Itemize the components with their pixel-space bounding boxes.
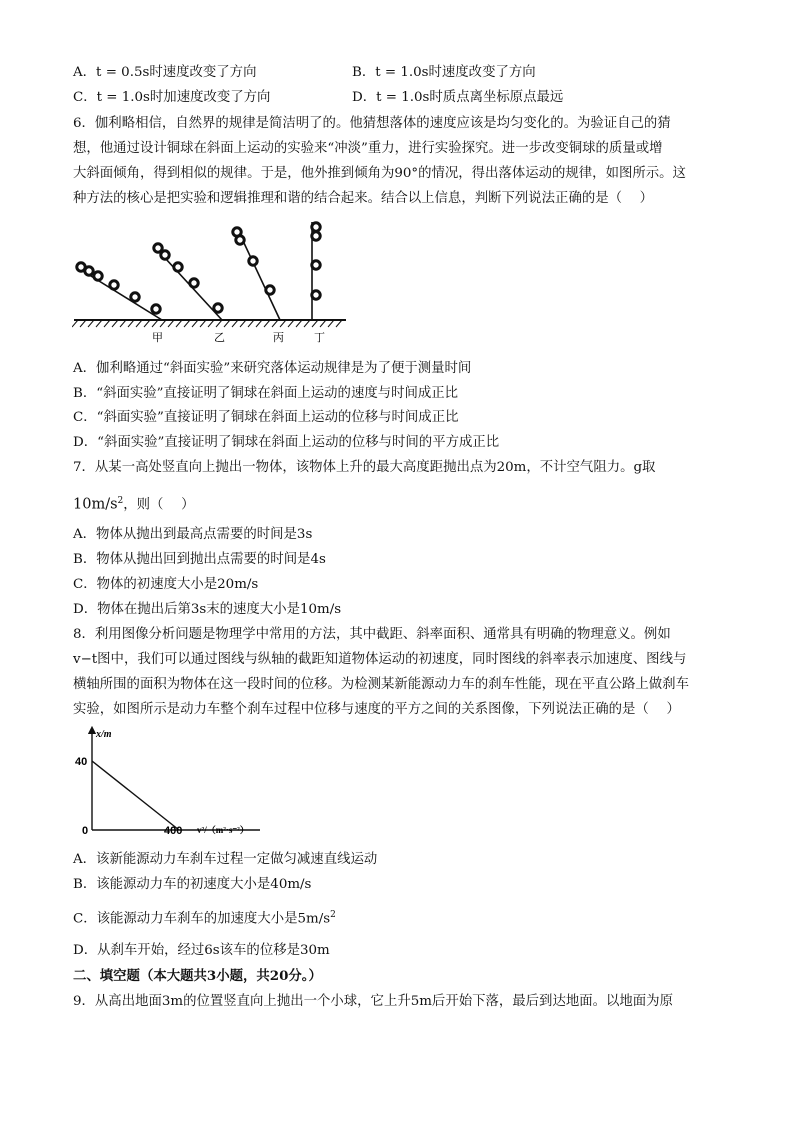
y-intercept-label: 40 [75, 756, 88, 768]
q6-stem-line-3: 大斜面倾角，得到相似的规律。于是，他外推到倾角为90°的情况，得出落体运动的规律，如图所示。这 [73, 166, 686, 181]
graph-line [92, 761, 179, 830]
q7-option-b: B．物体从抛出回到抛出点需要的时间是4s [73, 552, 326, 567]
q5-option-d: D．t = 1.0s时质点离坐标原点最远 [352, 90, 564, 105]
q6-stem-line-4: 种方法的核心是把实验和逻辑推理和谐的结合起来。结合以上信息，判断下列说法正确的是（ ） [73, 191, 654, 206]
q8-stem-line-2: v−t图中，我们可以通过图线与纵轴的截距知道物体运动的初速度，同时图线的斜率表示加速度、图线与 [73, 652, 687, 667]
q7-unit-exponent: 2 [117, 496, 124, 506]
q6-option-a: A．伽利略通过“斜面实验”来研究落体运动规律是为了便于测量时间 [73, 361, 472, 376]
q9-stem-line-1: 9．从高出地面3m的位置竖直向上抛出一个小球，它上升5m后开始下落，最后到达地面。以地面为原 [73, 994, 673, 1009]
q8-stem-line-4: 实验，如图所示是动力车整个刹车过程中位移与速度的平方之间的关系图像，下列说法正确的是（ ） [73, 702, 680, 717]
label-bing: 丙 [273, 331, 284, 344]
q8-option-d: D．从刹车开始，经过6s该车的位移是30m [73, 943, 330, 958]
q8-option-c-text: C．该能源动力车刹车的加速度大小是5m/s [73, 911, 331, 927]
q8-stem-line-1: 8．利用图像分析问题是物理学中常用的方法，其中截距、斜率面积、通常具有明确的物理意义。例如 [73, 627, 671, 642]
x-axis-label: v²/（m²·s⁻²） [197, 825, 249, 835]
x-v2-graph [70, 726, 270, 838]
q6-option-c: C．“斜面实验”直接证明了铜球在斜面上运动的位移与时间成正比 [73, 410, 459, 425]
q5-option-a: A．t = 0.5s时速度改变了方向 [73, 65, 257, 80]
label-jia: 甲 [152, 331, 163, 344]
q7-option-c: C．物体的初速度大小是20m/s [73, 577, 259, 592]
q8-option-c [73, 906, 336, 928]
section-2-heading: 二、填空题（本大题共3小题，共20分。） [73, 968, 322, 984]
galileo-incline-figure [72, 216, 352, 350]
q5-option-b: B．t = 1.0s时速度改变了方向 [352, 65, 536, 80]
q7-stem-tail: ，则（ ） [123, 497, 195, 513]
q6-stem-line-1: 6．伽利略相信，自然界的规律是简洁明了的。他猜想落体的速度应该是均匀变化的。为验证自己的猜 [73, 116, 671, 131]
q6-option-d: D．“斜面实验”直接证明了铜球在斜面上运动的位移与时间的平方成正比 [73, 435, 500, 450]
q8-option-c-exponent: 2 [330, 910, 336, 920]
q7-option-a: A．物体从抛出到最高点需要的时间是3s [73, 527, 313, 542]
ground-hatching [72, 320, 342, 327]
y-axis-label: x/m [96, 729, 112, 740]
q6-stem-line-2: 想，他通过设计铜球在斜面上运动的实验来“冲淡”重力，进行实验探究。进一步改变铜球的质量或增 [73, 141, 663, 156]
q7-stem-line-2 [73, 492, 194, 514]
copper-balls [77, 223, 320, 313]
q7-option-d: D．物体在抛出后第3s末的速度大小是10m/s [73, 602, 342, 617]
q8-option-b: B．该能源动力车的初速度大小是40m/s [73, 877, 312, 892]
q7-unit: 10m/s [73, 496, 118, 513]
x-intercept-label: 400 [164, 825, 183, 837]
label-ding: 丁 [314, 331, 325, 344]
q5-option-c: C．t = 1.0s时加速度改变了方向 [73, 90, 271, 105]
q7-stem-line-1: 7．从某一高处竖直向上抛出一物体，该物体上升的最大高度距抛出点为20m，不计空气阻力。g取 [73, 460, 656, 475]
label-yi: 乙 [214, 331, 225, 344]
q6-option-b: B．“斜面实验”直接证明了铜球在斜面上运动的速度与时间成正比 [73, 386, 459, 401]
q8-stem-line-3: 横轴所围的面积为物体在这一段时间的位移。为检测某新能源动力车的刹车性能，现在平直公路上做刹车 [73, 677, 689, 692]
q8-option-a: A．该新能源动力车刹车过程一定做匀减速直线运动 [73, 852, 378, 867]
origin-label: 0 [82, 825, 89, 837]
